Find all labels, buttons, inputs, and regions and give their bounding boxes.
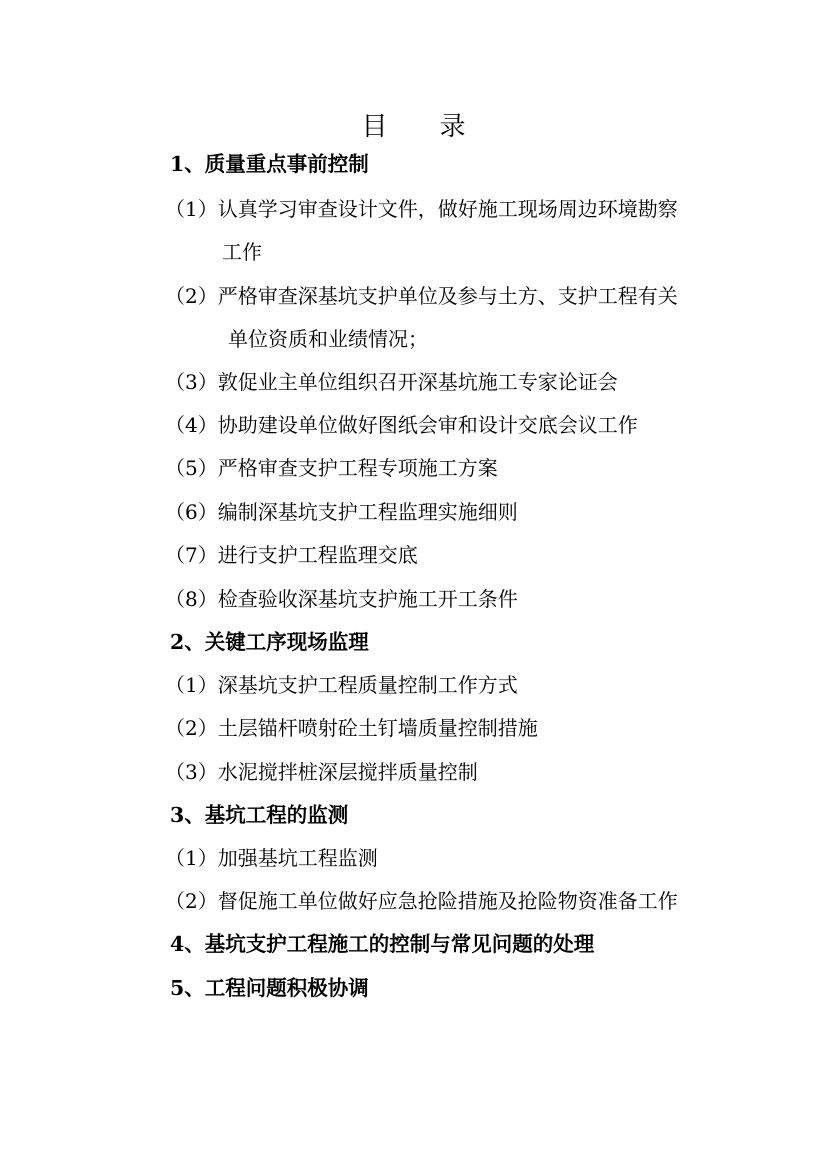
toc-item[interactable]: （1）深基坑支护工程质量控制工作方式 — [165, 673, 518, 697]
toc-item-continuation[interactable]: 单位资质和业绩情况； — [228, 327, 428, 351]
toc-item[interactable]: （1）认真学习审查设计文件，做好施工现场周边环境勘察 — [165, 197, 678, 221]
toc-item[interactable]: （3）敦促业主单位组织召开深基坑施工专家论证会 — [165, 370, 618, 394]
toc-section-3[interactable]: 3、基坑工程的监测 — [170, 803, 349, 827]
toc-item[interactable]: （6）编制深基坑支护工程监理实施细则 — [165, 500, 518, 524]
toc-item[interactable]: （2）土层锚杆喷射砼土钉墙质量控制措施 — [165, 716, 538, 740]
toc-section-2[interactable]: 2、关键工序现场监理 — [170, 630, 369, 654]
toc-section-5[interactable]: 5、工程问题积极协调 — [170, 976, 369, 1000]
toc-section-4[interactable]: 4、基坑支护工程施工的控制与常见问题的处理 — [170, 932, 595, 956]
toc-item[interactable]: （1）加强基坑工程监测 — [165, 846, 378, 870]
title-char-right: 录 — [439, 112, 466, 142]
title-char-left: 目 — [361, 112, 388, 142]
toc-item[interactable]: （3）水泥搅拌桩深层搅拌质量控制 — [165, 760, 478, 784]
toc-item[interactable]: （2）督促施工单位做好应急抢险措施及抢险物资准备工作 — [165, 889, 678, 913]
toc-item-continuation[interactable]: 工作 — [222, 240, 262, 264]
toc-item[interactable]: （4）协助建设单位做好图纸会审和设计交底会议工作 — [165, 413, 638, 437]
toc-item[interactable]: （5）严格审查支护工程专项施工方案 — [165, 456, 498, 480]
toc-item[interactable]: （2）严格审查深基坑支护单位及参与土方、支护工程有关 — [165, 284, 678, 308]
toc-item[interactable]: （7）进行支护工程监理交底 — [165, 543, 418, 567]
toc-item[interactable]: （8）检查验收深基坑支护施工开工条件 — [165, 587, 518, 611]
toc-section-1[interactable]: 1、质量重点事前控制 — [170, 152, 369, 176]
